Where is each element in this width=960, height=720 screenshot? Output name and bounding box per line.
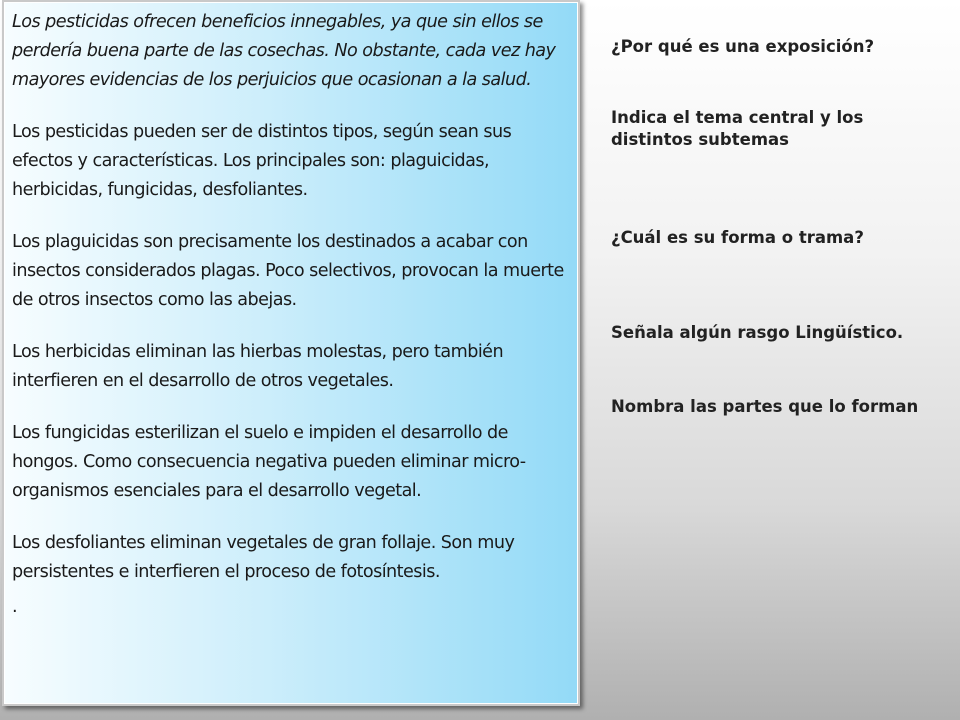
question-structure: ¿Cuál es su forma o trama? <box>611 228 864 247</box>
paragraph-desfoliantes: Los desfoliantes eliminan vegetales de gran follaje. Son muy persistentes e interfieren el proceso de fotosíntesis. <box>12 533 515 582</box>
paragraph-plaguicidas: Los plaguicidas son precisamente los destinados a acabar con insectos considerados plagas. Poco selectivos, provocan la muerte de otros insectos como las abejas. <box>12 232 564 310</box>
paragraph-types: Los pesticidas pueden ser de distintos tipos, según sean sus efectos y características. Los principales son: plaguicidas, herbicidas, fungicidas, desfoliantes. <box>12 122 512 200</box>
paragraph-herbicidas: Los herbicidas eliminan las hierbas molestas, pero también interfieren en el desarrollo de otros vegetales. <box>12 342 504 391</box>
paragraph-intro: Los pesticidas ofrecen beneficios innegables, ya que sin ellos se perdería buena parte de las cosechas. No obstante, cada vez hay mayores evidencias de los perjuicios que ocasionan a la salud. <box>12 12 556 90</box>
question-theme: Indica el tema central y los distintos subtemas <box>611 108 864 149</box>
paragraph-fungicidas: Los fungicidas esterilizan el suelo e impiden el desarrollo de hongos. Como consecuencia negativa pueden eliminar micro-organismos esenciales para el desarrollo vegetal. <box>12 423 526 501</box>
trailing-mark: . <box>12 597 18 617</box>
question-linguistic: Señala algún rasgo Lingüístico. <box>611 323 904 342</box>
exposition-text-box <box>2 0 580 706</box>
question-exposition: ¿Por qué es una exposición? <box>611 37 875 56</box>
question-parts: Nombra las partes que lo forman <box>611 397 919 416</box>
